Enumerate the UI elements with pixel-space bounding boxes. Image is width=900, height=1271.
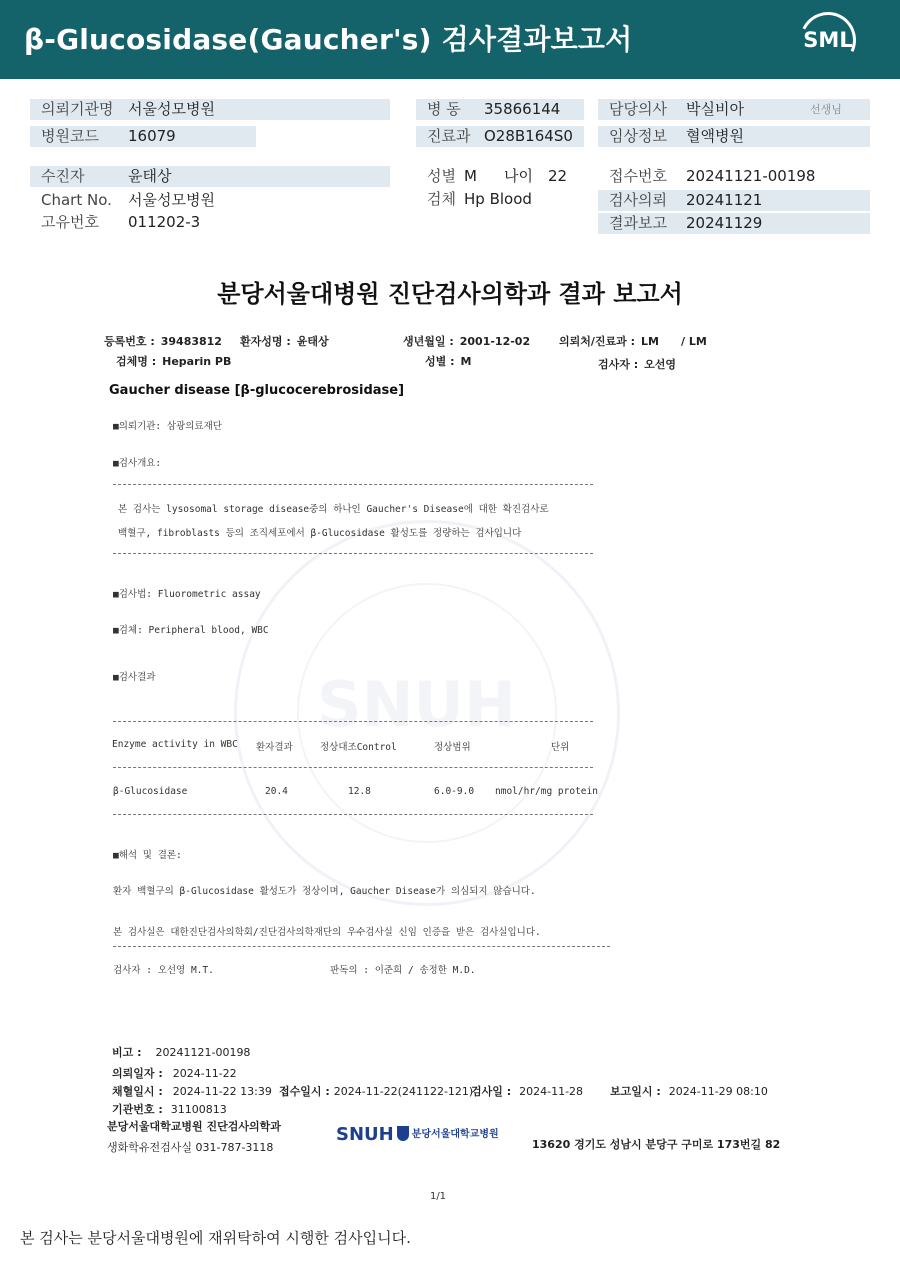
watermark-text: SNUH — [317, 668, 516, 741]
inst-no-label: 기관번호 : — [112, 1103, 163, 1116]
report-time — [610, 1083, 768, 1099]
note-label: 비고 : — [112, 1046, 142, 1059]
td-range: 6.0-9.0 — [434, 786, 475, 797]
report-date-label: 결과보고 — [609, 214, 667, 232]
certification-text: 본 검사실은 대한진단검사의학회/진단검사의학재단의 우수검사실 신임 인증을 받은 검사실입니다. — [113, 927, 541, 938]
dept-value: O28B164S0 — [484, 127, 573, 145]
uid-value: 011202-3 — [128, 213, 201, 231]
interpretation-text: 환자 백혈구의 β-Glucosidase 활성도가 정상이며, Gaucher Disease가 의심되지 않습니다. — [113, 886, 536, 897]
receipt-label: 접수번호 — [609, 167, 667, 185]
ward-field — [416, 99, 584, 120]
patient-name — [240, 333, 329, 349]
dob — [403, 333, 530, 349]
receipt-value: 20241121-00198 — [686, 167, 816, 185]
collection-date — [112, 1083, 272, 1099]
chart-value: 서울성모병원 — [128, 191, 215, 209]
doctor-title: 선생님 — [810, 103, 842, 116]
institution-value: 서울성모병원 — [128, 100, 215, 118]
pname-value: 윤태상 — [296, 335, 329, 348]
sex-value: M — [464, 167, 477, 185]
request-field — [598, 190, 870, 211]
report-date-field — [598, 213, 870, 234]
uid-label: 고유번호 — [41, 213, 99, 231]
note — [112, 1044, 250, 1060]
pname-label: 환자성명 : — [240, 335, 291, 348]
request-label: 검사의뢰 — [609, 191, 667, 209]
th-range: 정상범위 — [434, 742, 471, 753]
doctor-value: 박실비아 — [686, 100, 744, 118]
col-date-value: 2024-11-22 13:39 — [172, 1085, 272, 1098]
sex-label: 성별 — [427, 167, 456, 185]
doctor-field — [598, 99, 870, 120]
bottom-note: 본 검사는 분당서울대병원에 재위탁하여 시행한 검사입니다. — [20, 1229, 411, 1247]
address: 13620 경기도 성남시 분당구 구미로 173번길 82 — [532, 1138, 781, 1151]
sign-tester: 검사자 : 오선영 M.T. — [113, 965, 214, 976]
rep-date-label: 보고일시 : — [610, 1085, 661, 1098]
th-patient: 환자결과 — [256, 742, 293, 753]
reg-no — [104, 333, 222, 349]
page-title: β-Glucosidase(Gaucher's) 검사결과보고서 — [24, 23, 633, 56]
rule-4 — [113, 767, 593, 768]
clinical-value: 혈액병원 — [686, 127, 744, 145]
chart-label: Chart No. — [41, 191, 112, 209]
institution-label: 의뢰기관명 — [41, 100, 114, 118]
line-method: ■검사법: Fluorometric assay — [113, 589, 261, 600]
header-bar — [0, 0, 900, 79]
shield-icon — [397, 1126, 409, 1141]
ref-value: LM — [641, 335, 659, 348]
ward-label: 병 동 — [427, 100, 461, 118]
req-date-value: 2024-11-22 — [172, 1067, 237, 1080]
reg-value: 39483812 — [160, 335, 222, 348]
ref-label: 의뢰처/진료과 : — [559, 335, 636, 348]
td-enzyme: β-Glucosidase — [113, 786, 188, 797]
rec-date-value: 2024-11-22(241122-121) — [333, 1085, 474, 1098]
snuh-logo — [336, 1124, 499, 1145]
specimen-name — [116, 353, 231, 369]
test-date-value: 2024-11-28 — [519, 1085, 584, 1098]
disease-title: Gaucher disease [β-glucocerebrosidase] — [109, 383, 405, 398]
rsex-value: M — [460, 355, 472, 368]
rec-date-label: 접수일시 : — [279, 1085, 330, 1098]
receipt-field — [598, 166, 870, 187]
age-label: 나이 — [504, 167, 533, 185]
overview-line-1: 본 검사는 lysosomal storage disease중의 하나인 Gaucher's Disease에 대한 확진검사로 — [118, 504, 549, 515]
inst-no-value: 31100813 — [170, 1103, 227, 1116]
specimen-label: 검체 — [427, 190, 456, 208]
hospital-code-value: 16079 — [128, 127, 176, 145]
spec-value: Heparin PB — [162, 355, 232, 368]
snuh-logo-text: SNUH — [336, 1124, 394, 1145]
specimen-value: Hp Blood — [464, 190, 532, 208]
institution-no — [112, 1101, 227, 1117]
logo-text: SML — [803, 28, 853, 52]
col-date-label: 채혈일시 : — [112, 1085, 163, 1098]
patient-field — [30, 166, 390, 187]
uid-field — [30, 212, 390, 233]
sml-logo — [798, 10, 856, 68]
line-interpretation: ■해석 및 결론: — [113, 850, 182, 861]
rule-6 — [113, 946, 610, 947]
spec-label: 검체명 : — [116, 355, 157, 368]
request-date — [112, 1065, 237, 1081]
page-number: 1/1 — [429, 1191, 447, 1202]
sign-doctor: 판독의 : 이준희 / 송정한 M.D. — [330, 965, 476, 976]
rule-2 — [113, 553, 593, 554]
overview-line-2: 백혈구, fibroblasts 등의 조직세포에서 β-Glucosidase 활성도를 정량하는 검사입니다 — [118, 528, 522, 539]
reg-label: 등록번호 : — [104, 335, 155, 348]
td-patient: 20.4 — [265, 786, 288, 797]
line-overview: ■검사개요: — [113, 458, 162, 469]
specimen-field — [416, 189, 584, 210]
ward-value: 35866144 — [484, 100, 561, 118]
patient-value: 윤태상 — [128, 167, 172, 185]
request-value: 20241121 — [686, 191, 763, 209]
dob-label: 생년월일 : — [403, 335, 454, 348]
rep-date-value: 2024-11-29 08:10 — [668, 1085, 768, 1098]
dept-name: 분당서울대학교병원 진단검사의학과 — [107, 1120, 281, 1133]
rsex-label: 성별 : — [425, 355, 455, 368]
line-result: ■검사결과 — [113, 672, 156, 683]
req-date-label: 의뢰일자 : — [112, 1067, 163, 1080]
th-enzyme: Enzyme activity in WBC — [112, 739, 238, 750]
dept-label: 진료과 — [427, 127, 471, 145]
rule-5 — [113, 814, 593, 815]
tester — [598, 356, 676, 372]
snuh-watermark — [234, 520, 620, 906]
tester-value: 오선영 — [644, 358, 676, 371]
test-date — [471, 1083, 583, 1099]
age-value: 22 — [548, 167, 568, 185]
referral — [559, 333, 707, 349]
hospital-code-field — [30, 126, 256, 147]
th-control: 정상대조Control — [320, 742, 397, 753]
test-date-label: 검사일 : — [471, 1085, 512, 1098]
dept-field — [416, 126, 584, 147]
rule-3 — [113, 721, 593, 722]
dob-value: 2001-12-02 — [459, 335, 531, 348]
sex-age-field — [416, 166, 584, 187]
report-title: 분당서울대병원 진단검사의학과 결과 보고서 — [217, 280, 683, 308]
snuh-logo-sub: 분당서울대학교병원 — [411, 1129, 499, 1140]
ref2-value: / LM — [680, 335, 707, 348]
line-specimen: ■검체: Peripheral blood, WBC — [113, 625, 269, 636]
th-unit: 단위 — [551, 742, 570, 753]
td-control: 12.8 — [348, 786, 371, 797]
receipt-date — [279, 1083, 473, 1099]
doctor-label: 담당의사 — [609, 100, 667, 118]
clinical-label: 임상정보 — [609, 127, 667, 145]
note-value: 20241121-00198 — [155, 1046, 251, 1059]
lab-name: 생화학유전검사실 031-787-3118 — [107, 1141, 274, 1154]
clinical-field — [598, 126, 870, 147]
institution-field — [30, 99, 390, 120]
rule-1 — [113, 484, 593, 485]
report-date-value: 20241129 — [686, 214, 763, 232]
report-sex — [425, 353, 471, 369]
line-institution: ■의뢰기관: 삼광의료재단 — [113, 421, 222, 432]
patient-label: 수진자 — [41, 167, 85, 185]
td-unit: nmol/hr/mg protein — [495, 786, 598, 797]
hospital-code-label: 병원코드 — [41, 127, 99, 145]
tester-label: 검사자 : — [598, 358, 639, 371]
chart-field — [30, 190, 390, 211]
